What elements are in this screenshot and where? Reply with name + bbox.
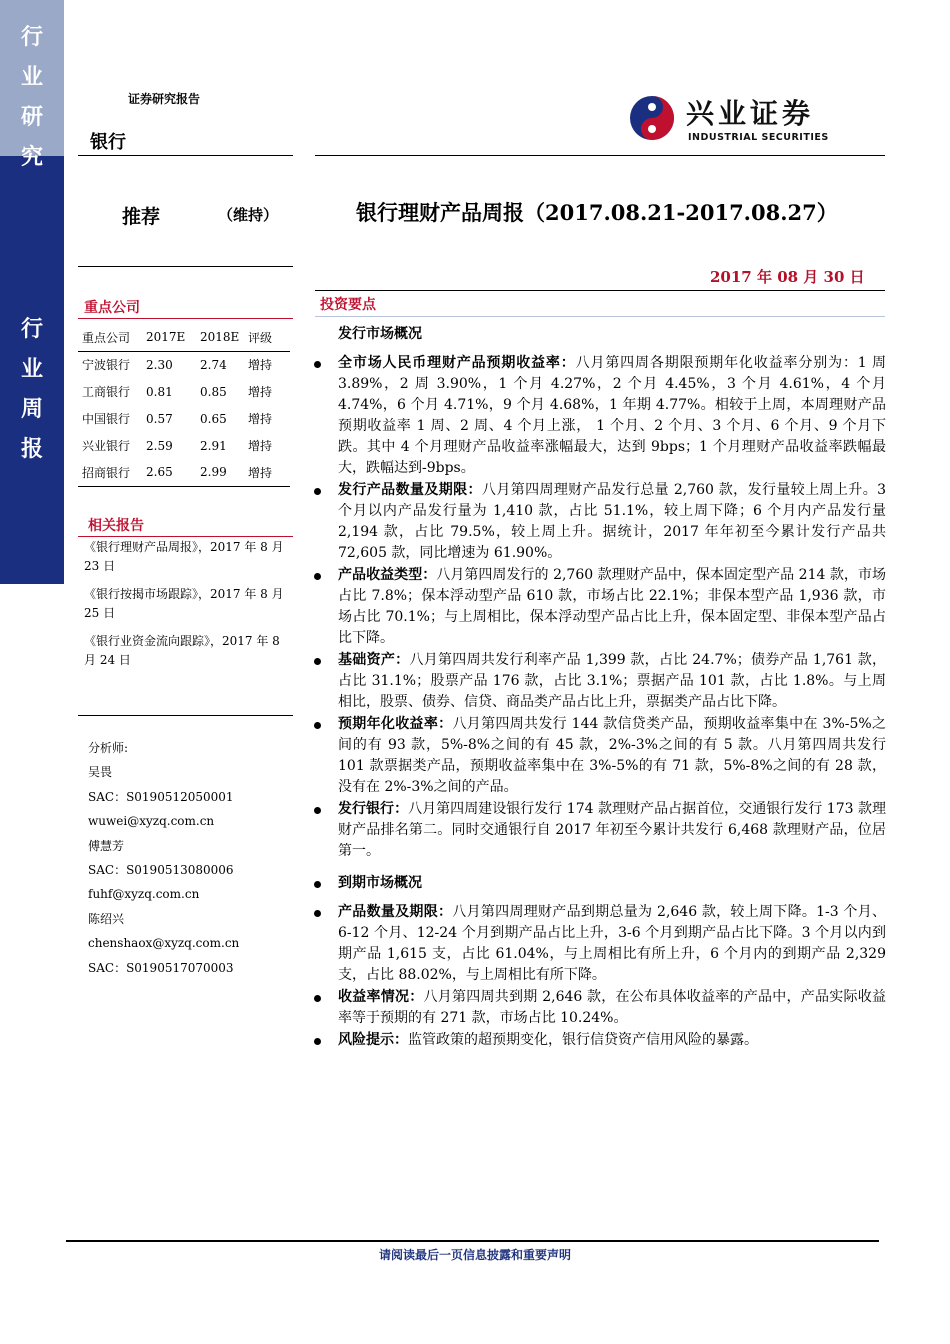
rating-cell: 增持 [248,412,273,426]
sidebar-label-research [0,18,64,178]
item-text: 监管政策的超预期变化，银行信贷资产信用风险的暴露。 [408,1032,758,1048]
divider [315,290,885,291]
item-label: 风险提示： [338,1032,408,1048]
bullet-item [314,902,886,986]
bullet-item [314,987,886,1029]
related-reports-heading: 相关报告 [88,518,144,534]
analyst-sac: SAC：S0190517070003 [88,960,234,975]
rating-cell: 增持 [248,439,273,453]
eps-2018e: 2.91 [200,438,227,453]
bullet-icon [314,910,321,917]
bullet-icon [314,488,321,495]
eps-2018e: 0.65 [200,411,227,426]
eps-2018e: 0.85 [200,384,227,399]
bullet-item [314,1030,886,1051]
analyst-name: 陈绍兴 [88,911,125,926]
item-label: 产品收益类型： [338,567,437,583]
bullet-icon [314,1038,321,1045]
item-text: 八月第四周共发行 144 款信贷类产品，预期收益率集中在 3%-5%之间的有 93 款，5%-8%之间的有 45 款，2%-3%之间的有 5 款。八月第四周共发行 101 款票据类产品，预期收益率集中在 3%-5%的有 71 款，5%-8%之间的有 28 款，没有在 2%-3%之间的产品。 [338,716,886,795]
related-report-link[interactable]: 《银行理财产品周报》，2017 年 8 月 23 日 [84,540,284,573]
column-header: 2018E [200,330,240,345]
analyst-name: 傅慧芳 [88,838,125,853]
rating-status: （维持） [218,206,279,224]
bullet-icon [314,881,321,888]
column-header: 重点公司 [82,330,131,345]
divider [315,155,885,156]
analyst-email[interactable]: chenshaox@xyzq.com.cn [88,936,240,951]
sidebar-char: 业 [20,357,43,382]
divider [78,715,293,716]
table-header-row [78,324,290,351]
logo-mark-icon [628,94,676,142]
table-row [78,432,290,459]
item-label: 产品数量及期限： [338,904,453,920]
key-companies-heading: 重点公司 [84,300,140,316]
report-type: 证券研究报告 [128,92,201,106]
divider [78,155,293,156]
analyst-sac: SAC：S0190512050001 [88,789,234,804]
eps-2017e: 2.30 [146,357,173,372]
sidebar-label-weekly [0,310,64,470]
item-text: 八月第四周共到期 2,646 款，在公布具体收益率的产品中，产品实际收益率等于预期的有 271 款，市场占比 10.24%。 [338,989,887,1026]
bullet-item [314,480,886,564]
analyst-email[interactable]: fuhf@xyzq.com.cn [88,887,200,902]
sidebar-char: 行 [20,317,43,342]
analyst-name: 吴畏 [88,765,113,780]
eps-2018e: 2.74 [200,357,227,372]
item-text: 八月第四周发行的 2,760 款理财产品中，保本固定型产品 214 款，市场占比 7.8%；保本浮动型产品 610 款，市场占比 22.1%；非保本型产品 1,936 款，市场占比 70.1%；与上周相比，保本浮动型产品占比上升，保本固定型、非保本型产品占比下降。 [338,567,887,646]
divider [78,318,293,319]
eps-2017e: 2.65 [146,465,173,480]
logo-text-en: INDUSTRIAL SECURITIES [688,132,829,143]
sidebar-char: 周 [20,397,43,422]
sidebar-char: 业 [20,65,43,90]
industry-label: 银行 [90,132,126,153]
item-label: 基础资产： [338,652,410,668]
section-title-maturity [314,873,886,896]
table-row [78,378,290,405]
item-label: 全市场人民币理财产品预期收益率： [338,355,576,371]
bullet-item [314,799,886,862]
bullet-icon [314,995,321,1002]
eps-2017e: 2.59 [146,438,173,453]
item-text: 八月第四周理财产品发行总量 2,760 款，发行量较上周上升。3 个月以内产品发行量为 1,410 款，占比 51.1%，较上周下降；6 个月内产品发行量 2,194 款，占比 79.5%，较上周上升。据统计，2017 年年初至今累计发行产品共 72,605 款，同比增速为 61.90%。 [338,482,886,561]
company-name: 招商银行 [82,465,131,480]
table-row [78,459,290,486]
item-label: 发行产品数量及期限： [338,482,482,498]
key-companies-table [78,324,290,487]
sidebar-char: 究 [20,145,43,170]
company-name: 中国银行 [82,412,131,426]
column-header: 2017E [146,330,186,345]
sidebar-char: 行 [20,25,43,50]
bullet-item [314,714,886,798]
report-title: 银行理财产品周报（2017.08.21-2017.08.27） [356,200,838,225]
footer-disclaimer: 请阅读最后一页信息披露和重要声明 [378,1248,571,1262]
bullet-icon [314,361,321,368]
investment-heading: 投资要点 [320,297,376,313]
column-header: 评级 [248,330,273,345]
section-title-text: 到期市场概况 [338,875,422,891]
company-name: 工商银行 [82,385,131,399]
investment-content [314,324,886,1052]
related-report-link[interactable]: 《银行业资金流向跟踪》，2017 年 8 月 24 日 [84,634,280,667]
divider [78,536,293,537]
bullet-icon [314,807,321,814]
rating-cell: 增持 [248,465,273,480]
eps-2017e: 0.81 [146,384,173,399]
bullet-icon [314,722,321,729]
eps-2018e: 2.99 [200,465,227,480]
item-text: 八月第四周各期限预期年化收益率分别为：1 周 3.89%，2 周 3.90%，1 个月 4.27%，2 个月 4.45%，3 个月 4.61%，4 个月 4.74%，6 个月 4.71%，9 个月 4.68%，1 年期 4.77%。相较于上周，本周理财产品预期收益率 1 周、2 周、4 个月上涨， 1 个月、2 个月、3 个月、6 个月、9 个月下跌。其中 4 个月理财产品收益率涨幅最大，达到 9bps；1 个月理财产品收益率跌幅最大，跌幅达到-9bps。 [338,355,887,476]
footer-divider [66,1240,879,1242]
bullet-item [314,565,886,649]
company-name: 宁波银行 [82,358,131,373]
item-label: 发行银行： [338,801,409,817]
related-report-link[interactable]: 《银行按揭市场跟踪》，2017 年 8 月 25 日 [84,587,284,620]
rating-cell: 增持 [248,358,273,373]
item-label: 预期年化收益率： [338,716,453,732]
sidebar-char: 报 [20,437,43,462]
bullet-icon [314,658,321,665]
rating: 推荐 [122,206,161,228]
analyst-sac: SAC：S0190513080006 [88,863,234,878]
item-text: 八月第四周理财产品到期总量为 2,646 款，较上周下降。1-3 个月、6-12 个月、12-24 个月到期产品占比上升，3-6 个月到期产品占比下降。3 个月以内到期产品 1,615 支，占比 61.04%，与上周相比有所上升，6 个月内的到期产品 2,329 支，占比 88.02%，与上周相比有所下降。 [338,904,886,983]
item-text: 八月第四周共发行利率产品 1,399 款，占比 24.7%；债券产品 1,761 款，占比 31.1%；股票产品 176 款，占比 3.1%；票据产品 101 款，占比 1.8%。与上周相比，股票、债券、信贷、商品类产品占比上升，票据类产品占比下降。 [338,652,887,710]
analyst-email[interactable]: wuwei@xyzq.com.cn [88,814,215,829]
sidebar-char: 研 [20,105,43,130]
divider [315,316,885,317]
logo-text-cn: 兴业证券 [686,97,815,130]
company-name: 兴业银行 [82,439,131,453]
company-logo [628,92,884,148]
related-reports-list [84,538,290,679]
analyst-heading: 分析师: [88,741,129,755]
bullet-item [314,650,886,713]
eps-2017e: 0.57 [146,411,173,426]
rating-cell: 增持 [248,385,273,399]
table-row [78,351,290,378]
bullet-item [314,353,886,479]
section-title-issuance: 发行市场概况 [338,326,422,342]
bullet-icon [314,573,321,580]
report-date: 2017 年 08 月 30 日 [710,268,865,286]
analyst-list [88,736,298,980]
item-text: 八月第四周建设银行发行 174 款理财产品占据首位，交通银行发行 173 款理财产品排名第二。同时交通银行自 2017 年初至今累计共发行 6,468 款理财产品，位居第一。 [338,801,887,859]
item-label: 收益率情况： [338,989,424,1005]
divider [78,266,293,267]
table-row [78,405,290,432]
